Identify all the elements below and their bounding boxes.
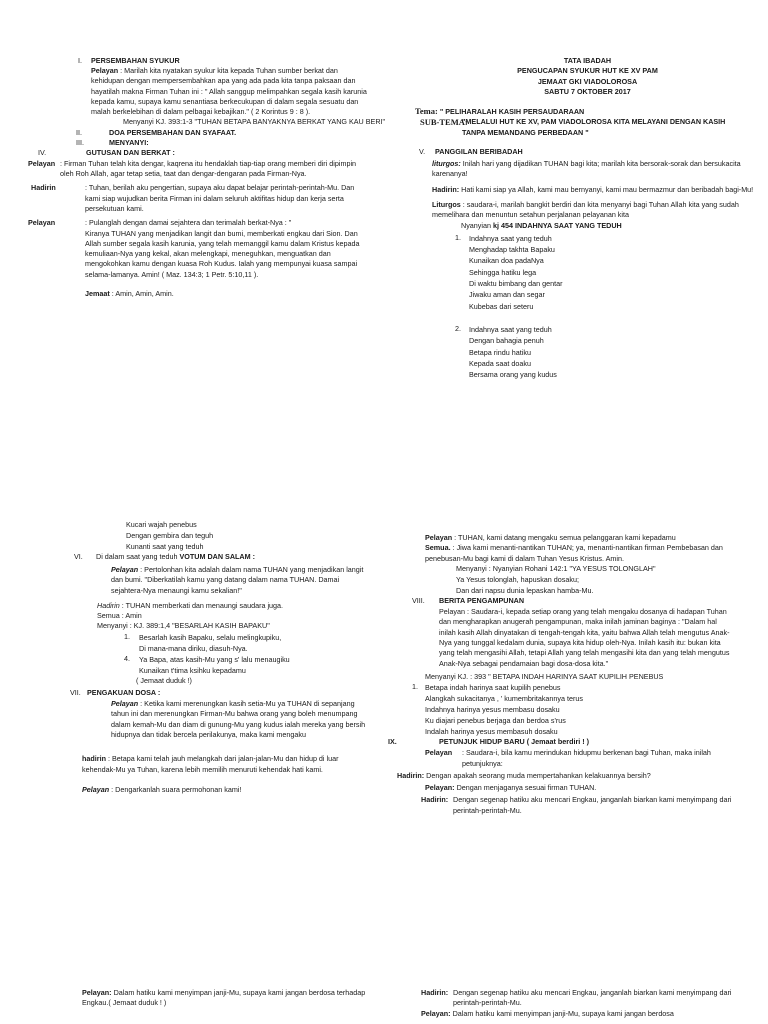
section-title: GUTUSAN DAN BERKAT : <box>86 147 175 157</box>
paragraph: : TUHAN, kami datang mengaku semua pelanggaran kami kepadamu <box>454 533 676 542</box>
paragraph: : Ketika kami merenungkan kasih setia-Mu ya TUHAN di sepanjang tahun ini dan merenungkan Firman-Mu bahwa orang yang boleh menumpang dalam kemah-Mu dan diam di gunung-Mu yang kudus ialah mereka yang bersih hidupnya dan tidak bercela perilakunya, maka kami mengaku <box>111 699 366 739</box>
paragraph: Dengan segenap hatiku aku mencari Engkau, janganlah biarkan kami menyimpang dari perintah-perintah-Mu. <box>453 988 732 1008</box>
section-title: DOA PERSEMBAHAN DAN SYAFAAT. <box>109 127 237 137</box>
paragraph: : Saudara-i, bila kamu merindukan hidupmu berkenan bagi Tuhan, maka inilah petunjuknya: <box>462 748 711 768</box>
speaker-label: Liturgos <box>432 199 461 209</box>
speaker-label: Semua. <box>425 543 451 553</box>
section-number: VIII. <box>412 596 425 606</box>
speaker-label: Pelayan <box>28 158 56 168</box>
hymn-line: Menyanyi : Nyanyian Rohani 142:1 "YA YESUS TOLONGLAH" <box>456 563 656 573</box>
hymn-title: kj 454 INDAHNYA SAAT YANG TEDUH <box>492 220 622 230</box>
speaker-label: Hadirin: <box>397 770 425 780</box>
verse-line: Indahnya saat yang teduh <box>469 324 552 334</box>
top-right-section <box>415 56 760 380</box>
section-number: IV. <box>38 147 47 157</box>
footer-left <box>82 988 372 1009</box>
paragraph: : Betapa kami telah jauh melangkah dari jalan-jalan-Mu dan hidup di luar kehendak-Mu ya Tuhan, karena lebih memilih menuruti kehendak hati kami. <box>82 754 339 774</box>
theme-label: Tema: <box>415 106 438 117</box>
verse-line: Menghadap takhta Bapaku <box>469 245 555 255</box>
paragraph: : Jiwa kami menanti-nantikan TUHAN; ya, menanti-nantikan firman Pembebasan dan penebusan-Mu bagi kami di dalam Tuhan Yesus Kristus. Amin. <box>425 543 723 563</box>
speaker-label: Pelayan <box>425 748 453 758</box>
page-title: TATA IBADAH <box>563 56 612 65</box>
paragraph: Dengan menjaganya sesuai firman TUHAN. <box>456 783 597 793</box>
paragraph: : Firman Tuhan telah kita dengar, kaqrena itu hendaklah tiap-tiap orang memberi diri dipimpin oleh Roh Allah, agar tetap setia, taat dan dengar-dengaran pada Firman-Nya. <box>60 158 357 179</box>
speaker-label: Hadirin <box>31 183 56 193</box>
speaker-label: Pelayan <box>28 218 56 228</box>
speaker-label: Pelayan <box>91 66 119 75</box>
verse-line: Bersama orang yang kudus <box>469 370 557 380</box>
section-title-text: VOTUM DAN SALAM : <box>179 552 255 561</box>
verse-line: Kunanti saat yang teduh <box>126 542 204 551</box>
section-number: I. <box>78 56 82 65</box>
hymn-label: Nyanyian <box>461 220 491 230</box>
verse-line: Besarlah kasih Bapaku, selalu melingkupiku, <box>139 632 282 642</box>
verse-line: Ku diajari penebus berjaga dan berdoa s'rus <box>425 716 566 726</box>
section-title: PANGGILAN BERIBADAH <box>435 147 523 157</box>
verse-line: Di mana-mana diriku, diasuh-Nya. <box>139 643 248 653</box>
paragraph: : Marilah kita nyatakan syukur kita kepada Tuhan sumber berkat dan kehidupan dengan mempersembahkan apa yang ada pada kita tanpa paksaan dan hayatilah makna Firman Tuhan ini : " Allah sanggup melimpahkan segala kasih karunia kepada kamu, supaya kamu senantiasa berkecukupan di dalam segala sesuatu dan malah berkelebihan di dalam pelbagai kebajikan." ( 2 Korintus 9 : 8 ). <box>91 66 367 117</box>
verse-number: 4. <box>124 653 130 663</box>
paragraph: Pelayan : Saudara-i, kepada setiap orang yang telah mengaku dosanya di hadapan Tuhan dan mengharapkan anugerah pengampunan, maka inilah jaminan baginya : "Dalam hal inilah kasih Allah dinyatakan di tengah-tengah kita, yaitu bahwa Allah telah mengutus Anak-Nya yang tunggal kedalam dunia, supaya kita hidup oleh-Nya. Inilah kasih itu: bukan kita yang telah mengasihi Allah, tetapi Allah yang telah mengasihi kita dan yang telah mengutus Anak-Nya sebagai pendamaian bagi dosa-dosa kita." <box>439 607 730 668</box>
hymn-line: Menyanyi : KJ. 389:1,4 "BESARLAH KASIH BAPAKU" <box>97 621 270 631</box>
bottom-left-section <box>28 519 373 795</box>
section-number: V. <box>419 147 426 157</box>
paragraph: Kiranya TUHAN yang menjadikan langit dan bumi, memberkati engkau dari Sion. Dan Allah sumber segala kasih karunia, yang telah memanggil kamu dalam Kristus kepada kemuliaan-Nya yang kekal, akan melengkapi, meneguhkan, menguatkan dan mengokohkan kamu dengan kuasa Roh Kudus. Ialah yang mempunyai kuasa sampai selama-lamanya. Amin! ( Maz. 134:3; 1 Petr. 5:10,11 ). <box>85 228 360 279</box>
verse-line: Indahnya harinya yesus membasu dosaku <box>425 705 560 715</box>
verse-line: Kunaikan doa padaNya <box>469 256 544 266</box>
verse-line: Ya Yesus tolonglah, hapuskan dosaku; <box>456 575 579 585</box>
paragraph: : TUHAN memberkati dan menaungi saudara juga. <box>121 600 284 610</box>
speaker-label: Pelayan: <box>421 1008 451 1018</box>
speaker-label: hadirin <box>82 754 106 764</box>
section-title <box>96 552 255 562</box>
section-title: PETUNJUK HIDUP BARU ( Jemaat berdiri ! ) <box>439 737 590 747</box>
verse-line: Kucari wajah penebus <box>126 520 197 529</box>
subtheme-label: SUB-TEMA: <box>420 117 468 128</box>
section-title: BERITA PENGAMPUNAN <box>439 596 525 606</box>
verse-number: 2. <box>455 323 461 333</box>
speaker-label: Pelayan <box>111 565 139 574</box>
section-number: III. <box>76 137 84 147</box>
response-text: : Amin, Amin, Amin. <box>111 289 174 299</box>
verse-line: Jiwaku aman dan segar <box>469 290 545 300</box>
verse-line: Alangkah sukacitanya , ' kumembritakannya terus <box>425 694 583 704</box>
section-title: PERSEMBAHAN SYUKUR <box>91 56 180 65</box>
speaker-label: Hadirin: <box>421 988 449 997</box>
paragraph: : Dengarkanlah suara permohonan kami! <box>111 784 242 794</box>
subtheme-text: "MELALUI HUT KE XV, PAM VIADOLOROSA KITA MELAYANI DENGAN KASIH TANPA MEMANDANG PERBEDAAN " <box>462 117 726 137</box>
paragraph: : Pulanglah dengan damai sejahtera dan terimalah berkat-Nya : " <box>85 218 292 228</box>
paragraph: : saudara-i, marilah bangkit berdiri dan kita menyanyi bagi Tuhan Allah kita yang sudah memelihara dan menuntun setahun perjalanan pelayanan kita <box>432 199 739 220</box>
verse-line: Indahnya saat yang teduh <box>469 233 552 243</box>
verse-line: Sehingga hatiku lega <box>469 267 537 277</box>
response-text: Semua : Amin <box>97 611 142 621</box>
verse-line: Indalah harinya yesus membasuh dosaku <box>425 727 558 737</box>
hymn-line: Menyanyi KJ. : 393 " BETAPA INDAH HARINYA SAAT KUPILIH PENEBUS <box>425 671 664 681</box>
speaker-label: Hadirin: <box>432 184 460 194</box>
section-title: PENGAKUAN DOSA : <box>87 688 161 698</box>
verse-line: Dengan bahagia penuh <box>469 336 544 346</box>
paragraph: Dengan apakah seorang muda mempertahankan kelakuannya bersih? <box>426 770 651 780</box>
speaker-label: liturgos: <box>432 159 461 169</box>
instruction: ( Jemaat duduk !) <box>136 675 192 685</box>
verse-2 <box>469 324 760 380</box>
page-date: SABTU 7 OKTOBER 2017 <box>544 86 631 96</box>
speaker-label: Hadirin <box>97 600 120 610</box>
verse-line: Betapa rindu hatiku <box>469 347 531 357</box>
bottom-right-section <box>388 533 760 816</box>
theme-text: " PELIHARALAH KASIH PERSAUDARAAN <box>439 107 585 117</box>
verse-line: Dengan gembira dan teguh <box>126 531 214 540</box>
paragraph: : Pertolonhan kita adalah dalam nama TUHAN yang menjadikan langit dan bumi. "Diberkatilah kamu yang datang dalam nama TUHAN. Damai sejahtera-Nya menaungi kamu sekalian!" <box>111 565 364 595</box>
verse-number: 1. <box>455 232 461 242</box>
verse-line: Betapa indah harinya saat kupilih penebus <box>425 683 561 693</box>
hymn-line: Menyanyi KJ. 393:1-3 "TUHAN BETAPA BANYAKNYA BERKAT YANG KAU BERI" <box>123 117 386 127</box>
speaker-label: Pelayan <box>82 784 110 794</box>
verse-number: 1. <box>124 631 130 641</box>
paragraph: Dalam hatiku kami menyimpan janji-Mu, supaya kami jangan berdosa terhadap Engkau.( Jemaat duduk ! ) <box>82 988 366 1008</box>
speaker-label: Pelayan: <box>425 783 455 793</box>
verse-line: Kepada saat doaku <box>469 358 531 368</box>
speaker-label: Pelayan: <box>82 988 112 997</box>
section-number: II. <box>76 127 82 137</box>
page-subtitle: JEMAAT GKI VIADOLOROSA <box>537 76 638 86</box>
verse-line: Kubebas dari seteru <box>469 301 534 311</box>
section-number: VII. <box>70 688 81 698</box>
speaker-label: Hadirin: <box>421 795 449 805</box>
verse-line: Ya Bapa, atas kasih-Mu yang s' lalu menaugiku <box>139 654 290 664</box>
paragraph: Dengan segenap hatiku aku mencari Engkau, janganlah biarkan kami menyimpang dari perintah-perintah-Mu. <box>453 795 732 815</box>
verse-line: Di waktu bimbang dan gentar <box>469 279 563 289</box>
verse-line: Dan dari napsu dunia lepaskan hamba-Mu. <box>456 586 594 596</box>
section-number: VI. <box>74 552 83 561</box>
top-left-section <box>28 56 386 299</box>
paragraph: Hati kami siap ya Allah, kami mau bernyanyi, kami mau bermazmur dan beribadah bagi-Mu! <box>461 184 754 194</box>
verse-number: 1. <box>412 682 418 692</box>
footer-right <box>421 988 756 1019</box>
speaker-label: Pelayan <box>425 533 453 542</box>
paragraph: : Tuhan, berilah aku pengertian, supaya aku dapat belajar perintah-perintah-Mu. Dan kami siap wujudkan berita Firman ini dalam seluruh aktifitas hidup dan kerja serta persekutuan kami. <box>85 183 355 213</box>
paragraph: Inilah hari yang dijadikan TUHAN bagi kita; marilah kita bersorak-sorak dan bersukacita karenanya! <box>432 159 741 179</box>
speaker-label: Pelayan <box>111 699 139 709</box>
section-prefix: Di dalam saat yang teduh <box>96 552 178 561</box>
paragraph: Dalam hatiku kami menyimpan janji-Mu, supaya kami jangan berdosa <box>452 1008 674 1018</box>
verse-1 <box>469 233 760 312</box>
section-number: IX. <box>388 737 397 747</box>
verse-line: Kunaikan t'tima ksihku kepadamu <box>139 665 246 675</box>
page-subtitle: PENGUCAPAN SYUKUR HUT KE XV PAM <box>517 66 658 76</box>
section-title: MENYANYI: <box>109 137 149 147</box>
speaker-label: Jemaat <box>85 289 110 299</box>
